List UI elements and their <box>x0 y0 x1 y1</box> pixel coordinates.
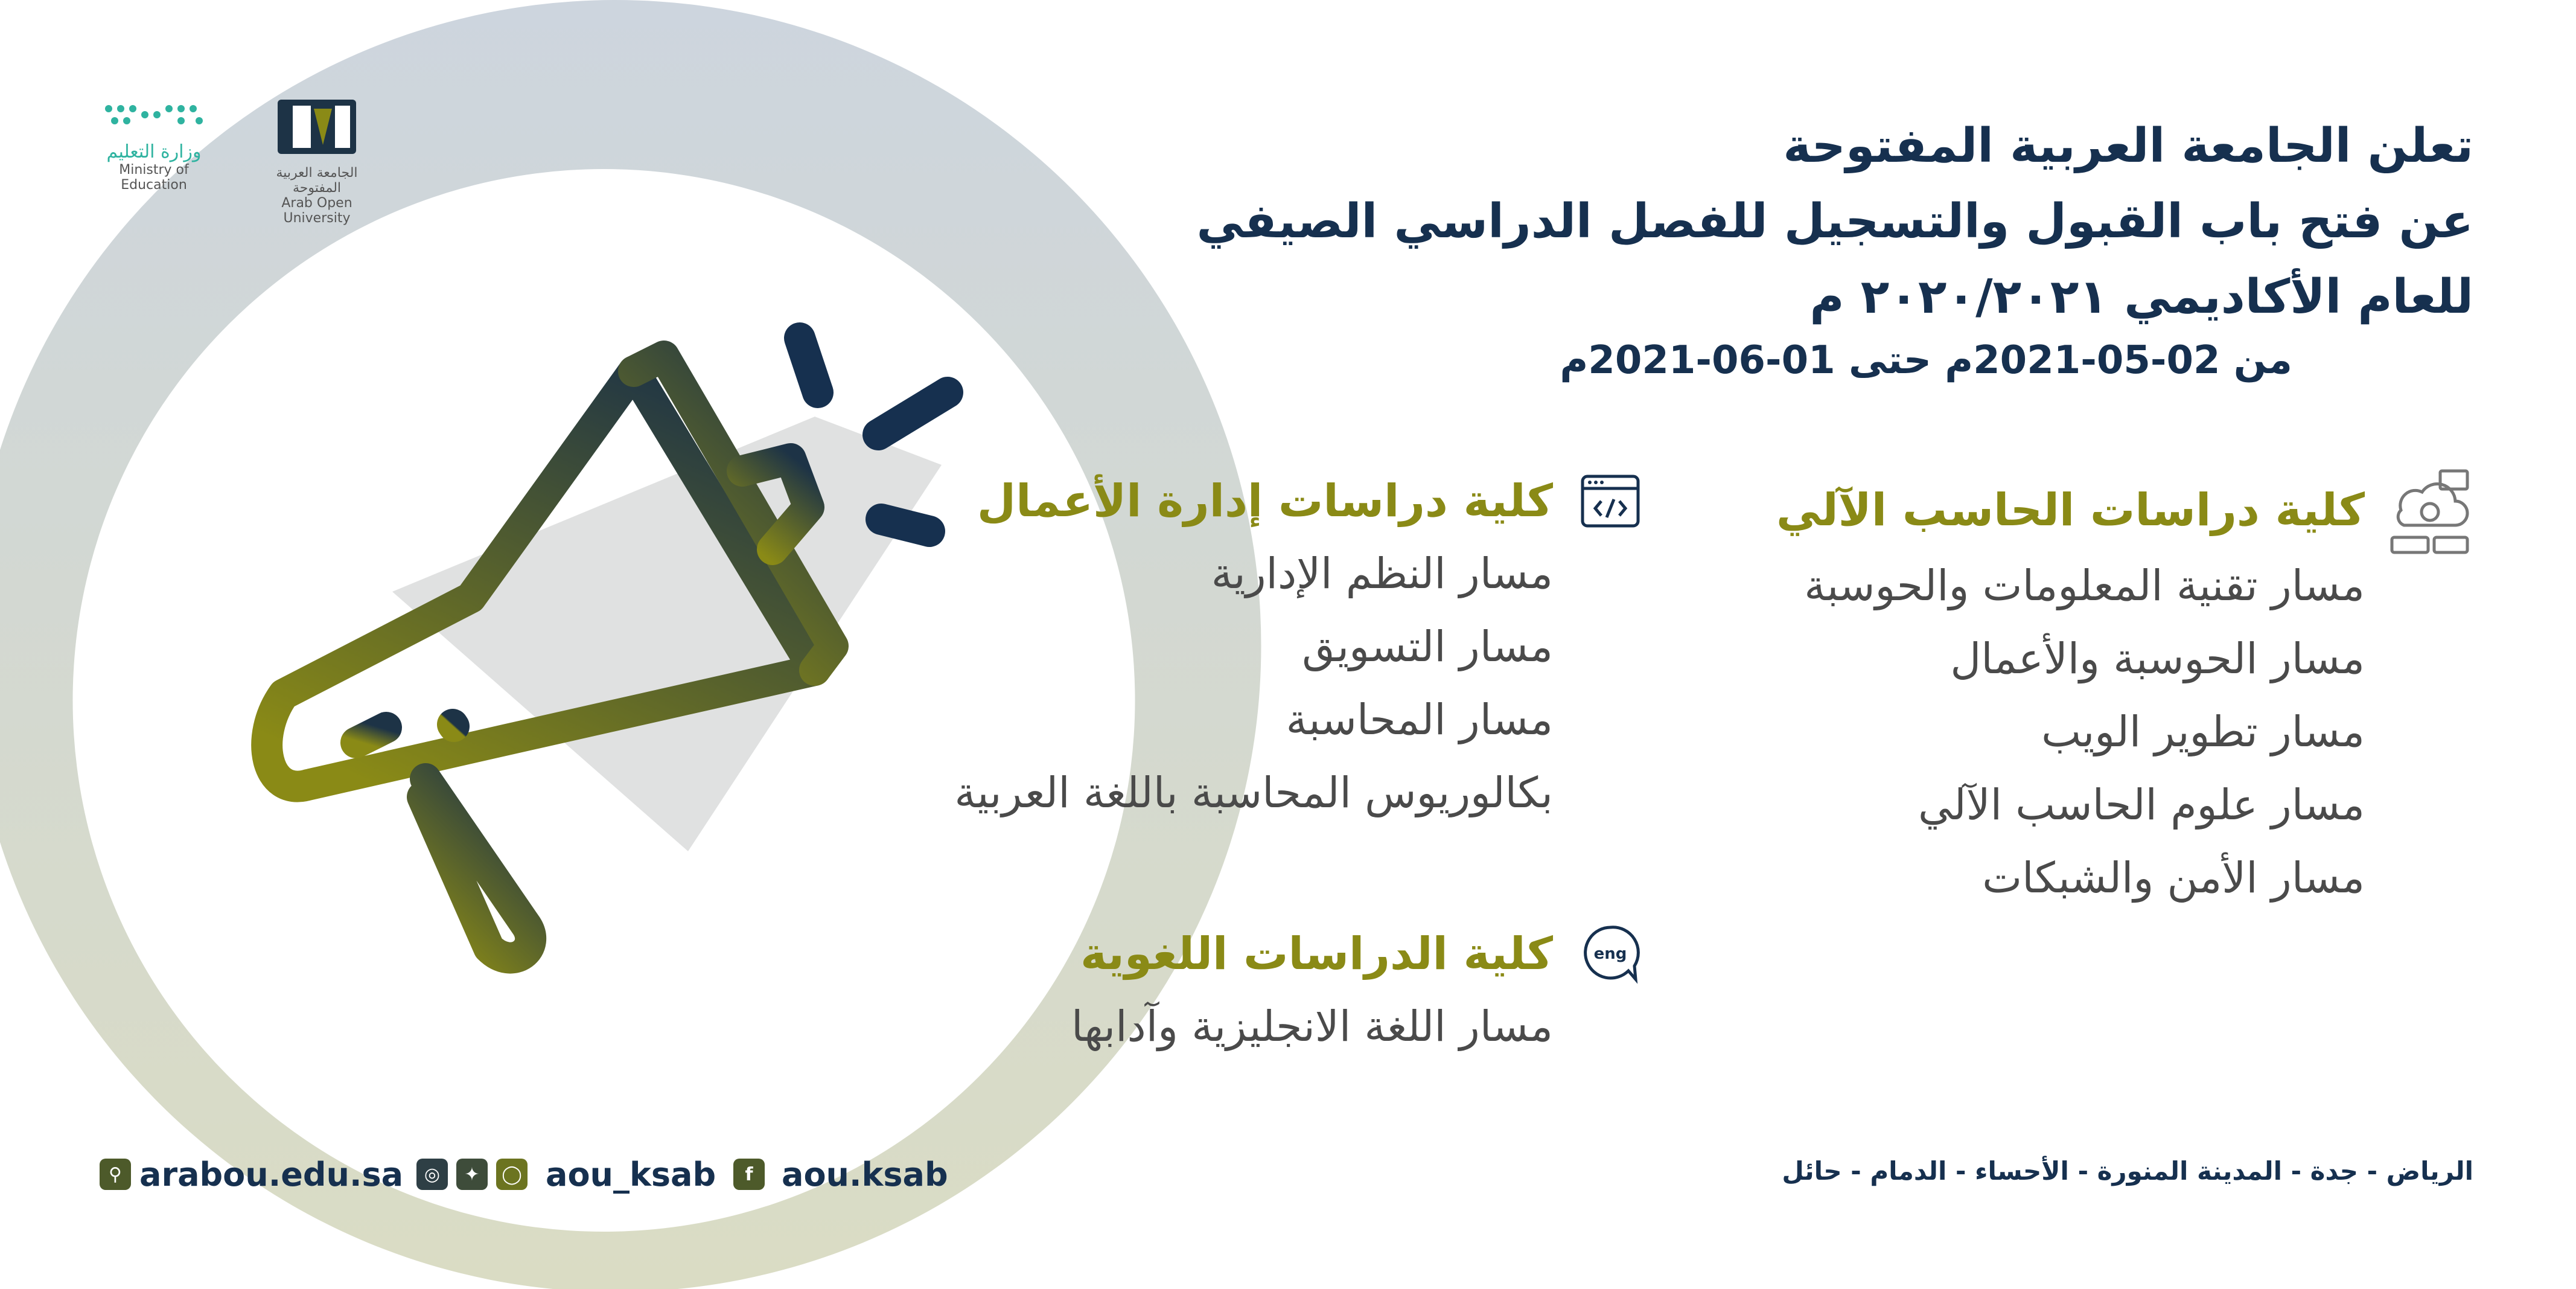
facebook-icon: f <box>733 1159 765 1190</box>
headline-line-2: عن فتح باب القبول والتسجيل للفصل الدراسي الصيفي <box>1196 194 2473 249</box>
computer-cloud-icon <box>2383 465 2473 555</box>
code-window-icon <box>1580 474 1640 528</box>
computer-track-item: مسار الحوسبة والأعمال <box>1950 634 2365 683</box>
facebook-link[interactable] <box>733 1153 948 1195</box>
aou-logo-ar: الجامعة العربية المفتوحة <box>276 165 358 196</box>
aou-emblem-icon <box>266 97 368 163</box>
computer-track-item: مسار علوم الحاسب الآلي <box>1918 780 2365 830</box>
business-college-section <box>856 471 1640 830</box>
social-handle-text: aou_ksab <box>546 1155 716 1194</box>
registration-dates: من 02-05-2021م حتى 01-06-2021م <box>1560 338 2292 383</box>
business-track-item: مسار التسويق <box>1302 622 1553 671</box>
eng-icon-text: eng <box>1593 945 1627 963</box>
snapchat-icon: ◯ <box>496 1159 528 1190</box>
computer-college-section <box>1689 465 2473 915</box>
ministry-dots-icon <box>97 97 211 139</box>
language-college-section <box>856 924 1640 1063</box>
announcement-headline <box>1025 109 2473 335</box>
computer-college-title: كلية دراسات الحاسب الآلي <box>1776 484 2365 536</box>
headline-line-1: تعلن الجامعة العربية المفتوحة <box>1783 119 2473 173</box>
computer-track-item: مسار الأمن والشبكات <box>1982 853 2365 903</box>
language-college-title: كلية الدراسات اللغوية <box>1080 928 1553 980</box>
headline-line-3: للعام الأكاديمي ٢٠٢٠/٢٠٢١ م <box>1809 270 2473 324</box>
eng-speech-bubble-icon <box>1580 924 1640 984</box>
aou-logo <box>266 97 368 226</box>
business-track-item: مسار النظم الإدارية <box>1211 549 1553 598</box>
business-track-item: مسار المحاسبة <box>1286 695 1553 744</box>
social-handle-link[interactable] <box>416 1153 716 1195</box>
twitter-icon: ✦ <box>456 1159 488 1190</box>
business-track-item: بكالوريوس المحاسبة باللغة العربية <box>954 768 1553 817</box>
ministry-logo <box>97 97 211 193</box>
aou-logo-en: Arab Open University <box>281 196 352 226</box>
ministry-logo-en: Ministry of Education <box>119 162 189 193</box>
computer-track-item: مسار تقنية المعلومات والحوسبة <box>1804 561 2365 610</box>
footer-cities: الرياض - جدة - المدينة المنورة - الأحساء - الدمام - حائل <box>1782 1156 2473 1186</box>
ministry-logo-ar: وزارة التعليم <box>106 141 202 162</box>
instagram-icon: ◎ <box>416 1159 448 1190</box>
business-college-title: كلية دراسات إدارة الأعمال <box>977 475 1553 527</box>
facebook-text: aou.ksab <box>782 1155 948 1194</box>
website-link[interactable] <box>100 1153 403 1195</box>
website-text: arabou.edu.sa <box>139 1155 404 1194</box>
computer-track-item: مسار تطوير الويب <box>2041 707 2365 756</box>
language-track-item: مسار اللغة الانجليزية وآدابها <box>1071 1002 1553 1051</box>
search-icon: ⚲ <box>100 1159 131 1190</box>
